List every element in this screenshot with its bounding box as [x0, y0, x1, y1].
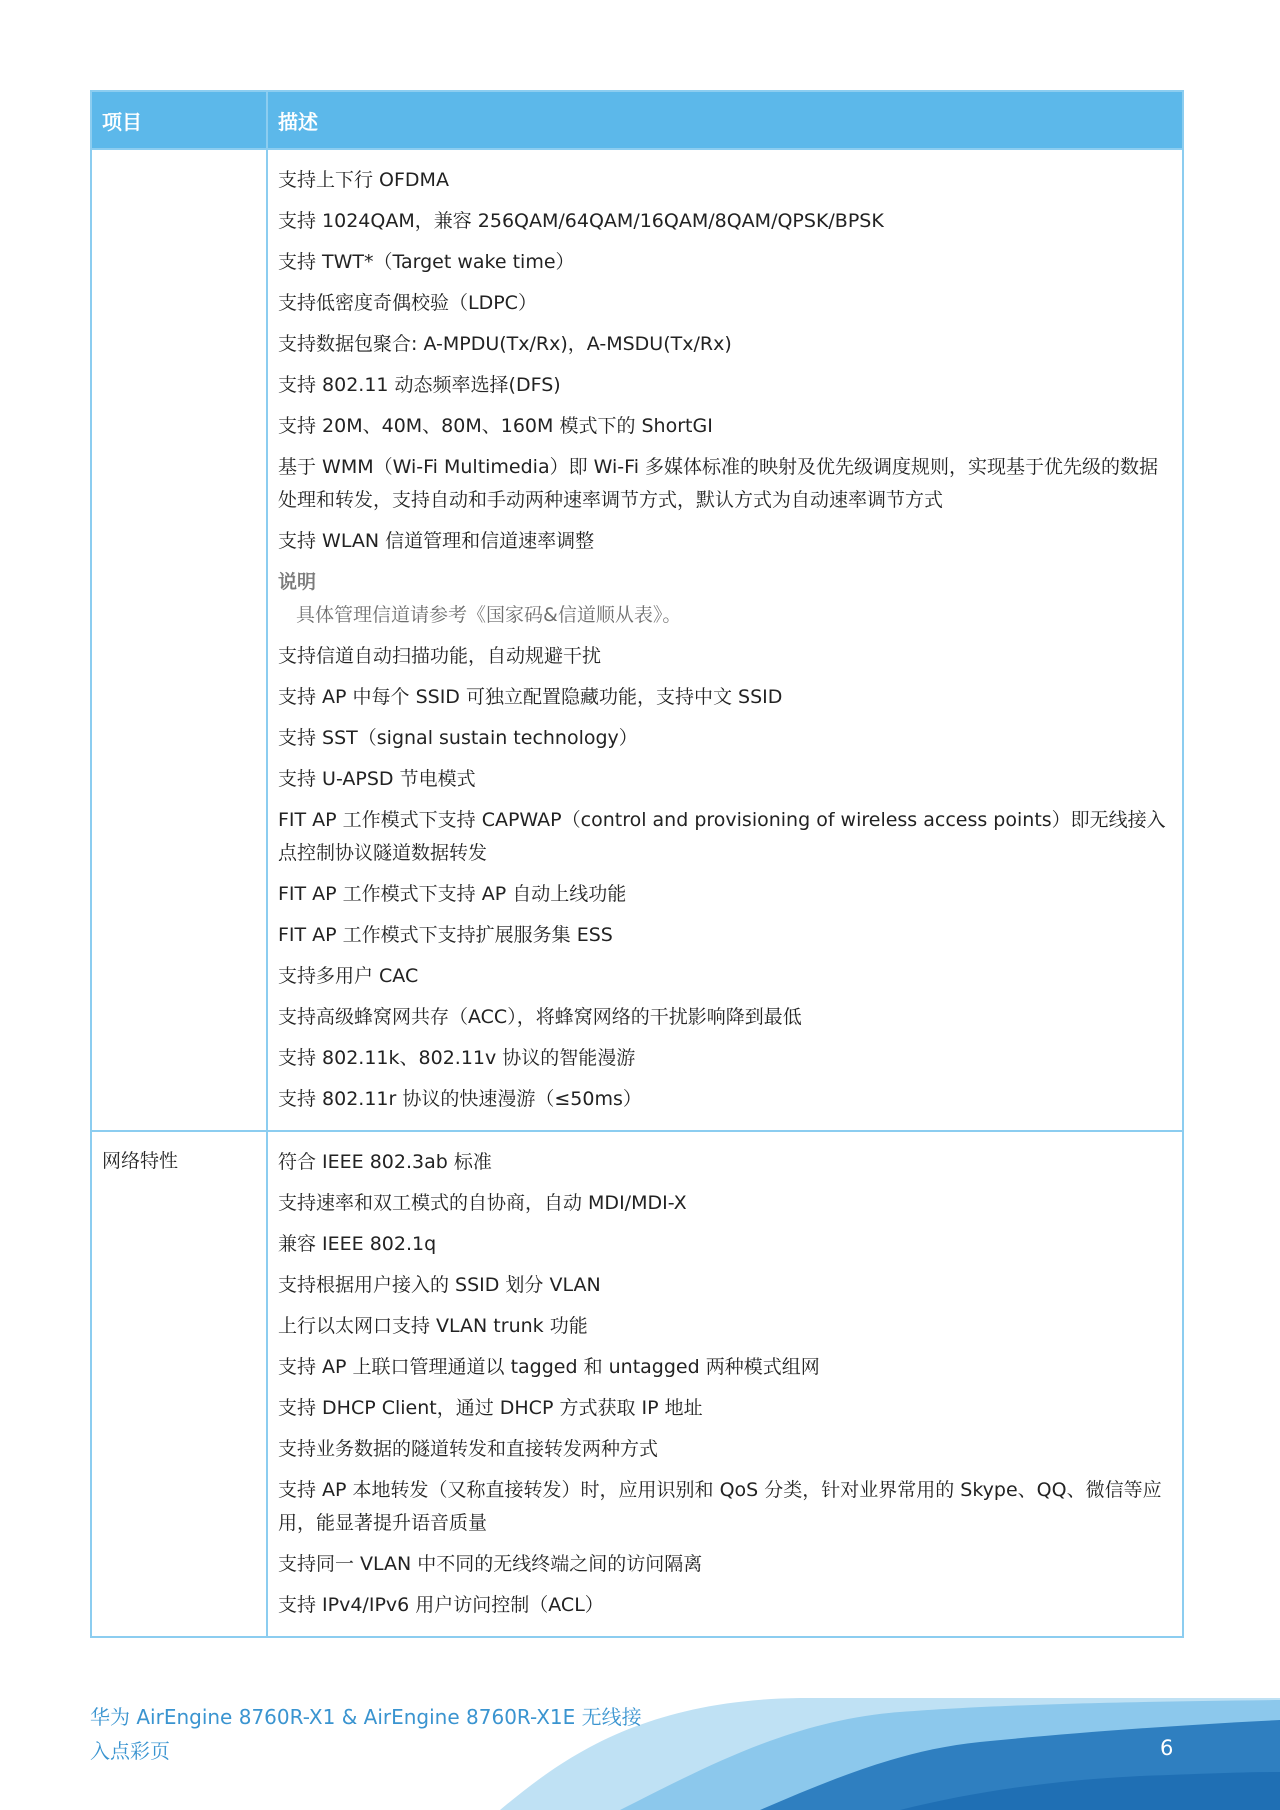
description-line: 支持 TWT*（Target wake time） [278, 251, 575, 273]
description-line: 支持信道自动扫描功能，自动规避干扰 [278, 645, 602, 667]
description-line: 支持 AP 本地转发（又称直接转发）时，应用识别和 QoS 分类，针对业界常用的 Skype、QQ、微信等应用，能显著提升语音质量 [278, 1479, 1162, 1534]
description-line: 支持低密度奇偶校验（LDPC） [278, 292, 537, 314]
description-line: 支持数据包聚合: A-MPDU(Tx/Rx)，A-MSDU(Tx/Rx) [278, 333, 732, 355]
page-number: 6 [1160, 1736, 1174, 1760]
description-line: 支持高级蜂窝网共存（ACC），将蜂窝网络的干扰影响降到最低 [278, 1006, 802, 1028]
description-line: FIT AP 工作模式下支持 CAPWAP（control and provisioning of wireless access points）即无线接入点控制协议隧道数据转发 [278, 809, 1166, 864]
description-line: 支持 802.11 动态频率选择(DFS) [278, 374, 561, 396]
description-line: 兼容 IEEE 802.1q [278, 1233, 437, 1255]
description-line: 支持 IPv4/IPv6 用户访问控制（ACL） [278, 1594, 604, 1616]
table-row [91, 149, 1183, 1131]
description-line: 支持业务数据的隧道转发和直接转发两种方式 [278, 1438, 659, 1460]
description-line: FIT AP 工作模式下支持 AP 自动上线功能 [278, 883, 627, 905]
row-item-name [91, 149, 267, 1131]
description-line: 支持 802.11k、802.11v 协议的智能漫游 [278, 1047, 636, 1069]
description-line: 支持 DHCP Client，通过 DHCP 方式获取 IP 地址 [278, 1397, 703, 1419]
description-line: 支持根据用户接入的 SSID 划分 VLAN [278, 1274, 601, 1296]
table-header-row [91, 91, 1183, 149]
description-line: 支持多用户 CAC [278, 965, 419, 987]
row-description-cell [267, 149, 1183, 1131]
row-description-cell [267, 1131, 1183, 1637]
note-title: 说明 [278, 571, 317, 593]
footer-document-title: 华为 AirEngine 8760R-X1 & AirEngine 8760R-X1E 无线接入点彩页 [90, 1705, 642, 1763]
description-line: 支持 SST（signal sustain technology） [278, 727, 638, 749]
description-line: 基于 WMM（Wi-Fi Multimedia）即 Wi-Fi 多媒体标准的映射及优先级调度规则，实现基于优先级的数据处理和转发，支持自动和手动两种速率调节方式，默认方式为自动速率调节方式 [278, 456, 1159, 511]
description-line: 支持 802.11r 协议的快速漫游（≤50ms） [278, 1088, 642, 1110]
description-line: FIT AP 工作模式下支持扩展服务集 ESS [278, 924, 613, 946]
description-line: 支持 1024QAM，兼容 256QAM/64QAM/16QAM/8QAM/QPSK/BPSK [278, 210, 884, 232]
description-line: 支持 AP 中每个 SSID 可独立配置隐藏功能，支持中文 SSID [278, 686, 783, 708]
description-line: 支持同一 VLAN 中不同的无线终端之间的访问隔离 [278, 1553, 703, 1575]
row-item-name: 网络特性 [91, 1131, 267, 1637]
description-line: 符合 IEEE 802.3ab 标准 [278, 1151, 492, 1173]
description-line: 支持 WLAN 信道管理和信道速率调整 [278, 530, 595, 552]
description-line: 上行以太网口支持 VLAN trunk 功能 [278, 1315, 588, 1337]
description-line: 支持 20M、40M、80M、160M 模式下的 ShortGI [278, 415, 713, 437]
description-line: 支持上下行 OFDMA [278, 169, 449, 191]
header-item: 项目 [91, 91, 267, 149]
description-line: 支持速率和双工模式的自协商，自动 MDI/MDI-X [278, 1192, 687, 1214]
table-row [91, 1131, 1183, 1637]
description-line: 支持 AP 上联口管理通道以 tagged 和 untagged 两种模式组网 [278, 1356, 820, 1378]
description-line: 支持 U-APSD 节电模式 [278, 768, 476, 790]
spec-table [90, 90, 1184, 1638]
header-description: 描述 [267, 91, 1183, 149]
note-text: 具体管理信道请参考《国家码&信道顺从表》。 [296, 604, 682, 626]
